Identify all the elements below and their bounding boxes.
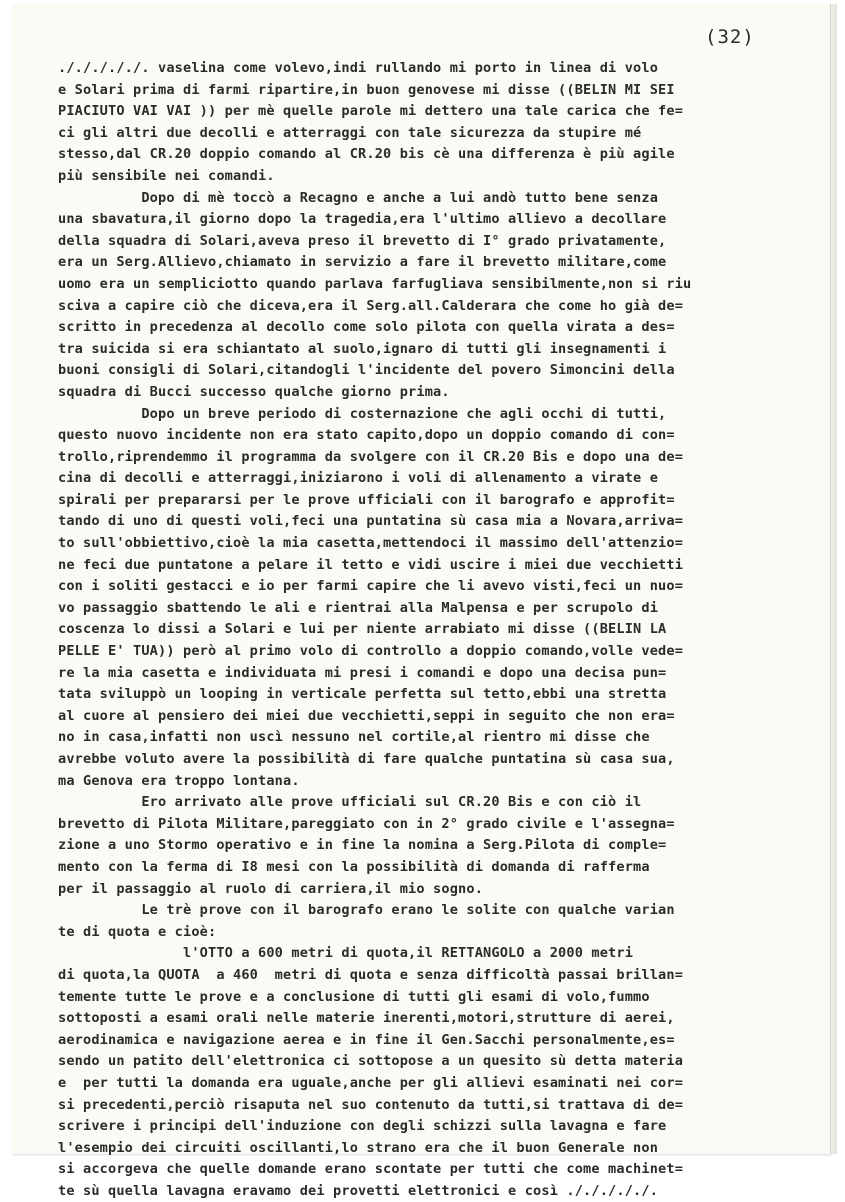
text-line: PIACIUTO VAI VAI )) per mè quelle parole mi dettero una tale carica che fe= [58, 103, 684, 120]
typewritten-body [58, 58, 833, 1202]
text-line: l'OTTO a 600 metri di quota,il RETTANGOLO a 2000 metri [58, 945, 634, 962]
text-line: scritto in precedenza al decollo come solo pilota con quella virata a des= [58, 319, 675, 336]
text-line: tata sviluppò un looping in verticale perfetta sul tetto,ebbi una stretta [58, 686, 667, 703]
text-line: avrebbe voluto avere la possibilità di fare qualche puntatina sù casa sua, [58, 751, 675, 767]
text-line: Ero arrivato alle prove ufficiali sul CR.20 Bis e con ciò il [58, 794, 642, 811]
text-line: e Solari prima di farmi ripartire,in buon genovese mi disse ((BELIN MI SEI [58, 81, 675, 98]
page-number: (32) [705, 26, 755, 48]
text-line: una sbavatura,il giorno dopo la tragedia,era l'ultimo allievo a decollare [58, 211, 667, 228]
text-line: temente tutte le prove e a conclusione di tutti gli esami di volo,fummo [58, 988, 650, 1005]
text-line: spirali per prepararsi per le prove ufficiali con il barografo e approfit= [58, 491, 675, 508]
text-line: mento con la ferma di I8 mesi con la possibilità di domanda di rafferma [58, 858, 650, 875]
text-line: sendo un patito dell'elettronica ci sottopose a un quesito sù detta materia [58, 1053, 684, 1070]
text-line: cina di decolli e atterraggi,iniziarono i voli di allenamento a virate e [58, 470, 659, 487]
text-line: ne feci due puntatone a pelare il tetto e vidi uscire i miei due vecchietti [58, 556, 684, 573]
text-line: per il passaggio al ruolo di carriera,il mio sogno. [58, 880, 484, 897]
text-line: ci gli altri due decolli e atterraggi con tale sicurezza da stupire mé [58, 124, 642, 141]
text-line: zione a uno Stormo operativo e in fine la nomina a Serg.Pilota di comple= [58, 837, 667, 854]
text-line: di quota,la QUOTA a 460 metri di quota e senza difficoltà passai brillan= [58, 966, 684, 983]
text-line: più sensibile nei comandi. [58, 167, 275, 184]
text-line: Dopo un breve periodo di costernazione che agli occhi di tutti, [58, 405, 667, 422]
text-line: tra suicida si era schiantato al suolo,ignaro di tutti gli insegnamenti i [58, 340, 667, 357]
text-line: buoni consigli di Solari,citandogli l'incidente del povero Simoncini della [58, 362, 675, 379]
text-line: scrivere i principi dell'induzione con degli schizzi sulla lavagna e fare [58, 1118, 667, 1135]
text-line: te di quota e cioè: [58, 923, 217, 940]
text-line: to sull'obbiettivo,cioè la mia casetta,mettendoci il massimo dell'attenzio= [58, 535, 684, 552]
text-line: era un Serg.Allievo,chiamato in servizio a fare il brevetto militare,come [58, 254, 667, 271]
text-line: l'esempio dei circuiti oscillanti,lo strano era che il buon Generale non [58, 1139, 659, 1156]
text-line: aerodinamica e navigazione aerea e in fine il Gen.Sacchi personalmente,es= [58, 1031, 675, 1048]
text-line: Le trè prove con il barografo erano le solite con qualche varian [58, 902, 675, 919]
text-line: sciva a capire ciò che diceva,era il Serg.all.Calderara che come ho già de= [58, 297, 684, 314]
text-line: re la mia casetta e individuata mi presi i comandi e dopo una decisa pun= [58, 664, 667, 681]
text-line: squadra di Bucci successo qualche giorno prima. [58, 383, 450, 400]
text-line: ./././././. vaselina come volevo,indi rullando mi porto in linea di volo [58, 60, 659, 76]
text-line: e per tutti la domanda era uguale,anche per gli allievi esaminati nei cor= [58, 1074, 684, 1091]
text-line: no in casa,infatti non uscì nessuno nel cortile,al rientro mi disse che [58, 729, 650, 746]
text-line: coscenza lo dissi a Solari e lui per niente arrabiato mi disse ((BELIN LA [58, 621, 667, 638]
text-line: al cuore al pensiero dei miei due vecchietti,seppi in seguito che non era= [58, 707, 675, 724]
text-line: trollo,riprendemmo il programma da svolgere con il CR.20 Bis e dopo una de= [58, 448, 684, 465]
text-line: stesso,dal CR.20 doppio comando al CR.20 bis cè una differenza è più agile [58, 146, 675, 163]
text-line: tando di uno di questi voli,feci una puntatina sù casa mia a Novara,arriva= [58, 513, 684, 530]
text-line: si precedenti,perciò risaputa nel suo contenuto da tutti,si trattava di de= [58, 1096, 684, 1113]
text-line: brevetto di Pilota Militare,pareggiato con in 2° grado civile e l'assegna= [58, 815, 675, 832]
text-line: uomo era un sempliciotto quando parlava farfugliava sensibilmente,non si riu [58, 275, 692, 292]
text-line: Dopo di mè toccò a Recagno e anche a lui andò tutto bene senza [58, 189, 659, 206]
text-line: questo nuovo incidente non era stato capito,dopo un doppio comando di con= [58, 427, 675, 444]
text-line: si accorgeva che quelle domande erano scontate per tutti che come machinet= [58, 1161, 684, 1178]
text-line: PELLE E' TUA)) però al primo volo di controllo a doppio comando,volle vede= [58, 643, 684, 660]
text-line: vo passaggio sbattendo le ali e rientrai alla Malpensa e per scrupolo di [58, 599, 659, 616]
text-line: ma Genova era troppo lontana. [58, 772, 300, 789]
text-line: della squadra di Solari,aveva preso il brevetto di I° grado privatamente, [58, 232, 667, 249]
text-line: te sù quella lavagna eravamo dei provetti elettronici e così ./././././. [58, 1182, 659, 1199]
text-line: sottoposti a esami orali nelle materie inerenti,motori,strutture di aerei, [58, 1010, 675, 1027]
text-line: con i soliti gestacci e io per farmi capire che li avevo visti,feci un nuo= [58, 578, 684, 595]
